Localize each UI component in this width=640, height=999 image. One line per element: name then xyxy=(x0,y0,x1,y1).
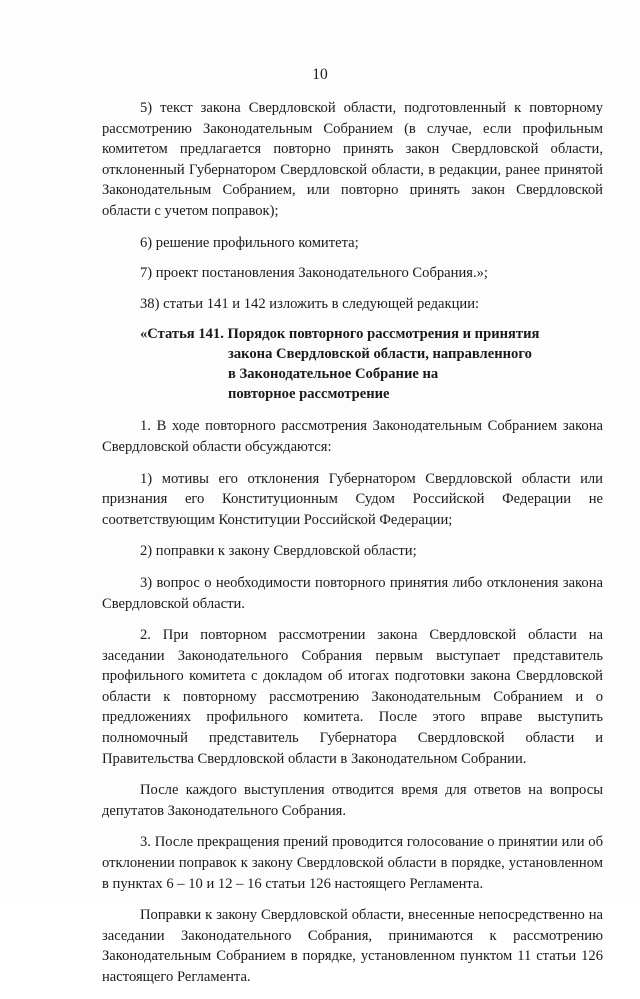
article-paragraph-2: 2. При повторном рассмотрении закона Свердловской области на заседании Законодательного Собрания первым выступает представитель профильного комитета с докладом об итогах подготовки закона Свердловской области к повторному рассмотрению Законодательным Собранием и о предложениях профильного комитета. После этого вправе выступить полномочный представитель Губернатора Свердловской области и Правительства Свердловской области в Законодательном Собрании. xyxy=(102,627,603,767)
paragraph-item-6: 6) решение профильного комитета; xyxy=(140,234,359,251)
article-141-heading xyxy=(102,324,603,404)
article-heading-line-3: в Законодательное Собрание на xyxy=(228,366,439,383)
article-subitem-1: 1) мотивы его отклонения Губернатором Свердловской области или признания его Конституционным Судом Российской Федерации не соответствующим Конституции Российской Федерации; xyxy=(102,470,603,528)
article-paragraph-2-note: После каждого выступления отводится время для ответов на вопросы депутатов Законодательного Собрания. xyxy=(102,782,603,819)
article-paragraph-3: 3. После прекращения прений проводится голосование о принятии или об отклонении поправок к закону Свердловской области в порядке, установленном в пунктах 6 – 10 и 12 – 16 статьи 126 настоящего Регламента. xyxy=(102,834,603,892)
paragraph-item-5: 5) текст закона Свердловской области, подготовленный к повторному рассмотрению Законодательным Собранием (в случае, если профильным комитетом предлагается повторно принять закон Свердловской области, отклоненный Губернатором Свердловской области, в редакции, ранее принятой Законодательным Собранием, или повторно принять закон Свердловской области с учетом поправок); xyxy=(102,100,603,219)
article-heading-line-2: закона Свердловской области, направленного xyxy=(228,346,532,363)
paragraph-item-38: 38) статьи 141 и 142 изложить в следующей редакции: xyxy=(140,295,480,312)
paragraph-item-7: 7) проект постановления Законодательного Собрания.»; xyxy=(140,265,488,282)
article-paragraph-1: 1. В ходе повторного рассмотрения Законодательным Собранием закона Свердловской области обсуждаются: xyxy=(102,418,603,455)
page-number: 10 xyxy=(312,66,328,83)
article-heading-line-1: «Статья 141. Порядок повторного рассмотрения и принятия xyxy=(140,326,540,343)
article-subitem-2: 2) поправки к закону Свердловской области; xyxy=(140,543,417,560)
article-subitem-3: 3) вопрос о необходимости повторного принятия либо отклонения закона Свердловской области. xyxy=(102,574,603,612)
article-heading-line-4: повторное рассмотрение xyxy=(228,386,390,403)
document-body xyxy=(102,98,603,999)
article-paragraph-3-note: Поправки к закону Свердловской области, внесенные непосредственно на заседании Законодательного Собрания, принимаются к рассмотрению Законодательным Собранием в порядке, установленном пунктом 11 статьи 126 настоящего Регламента. xyxy=(102,907,603,985)
